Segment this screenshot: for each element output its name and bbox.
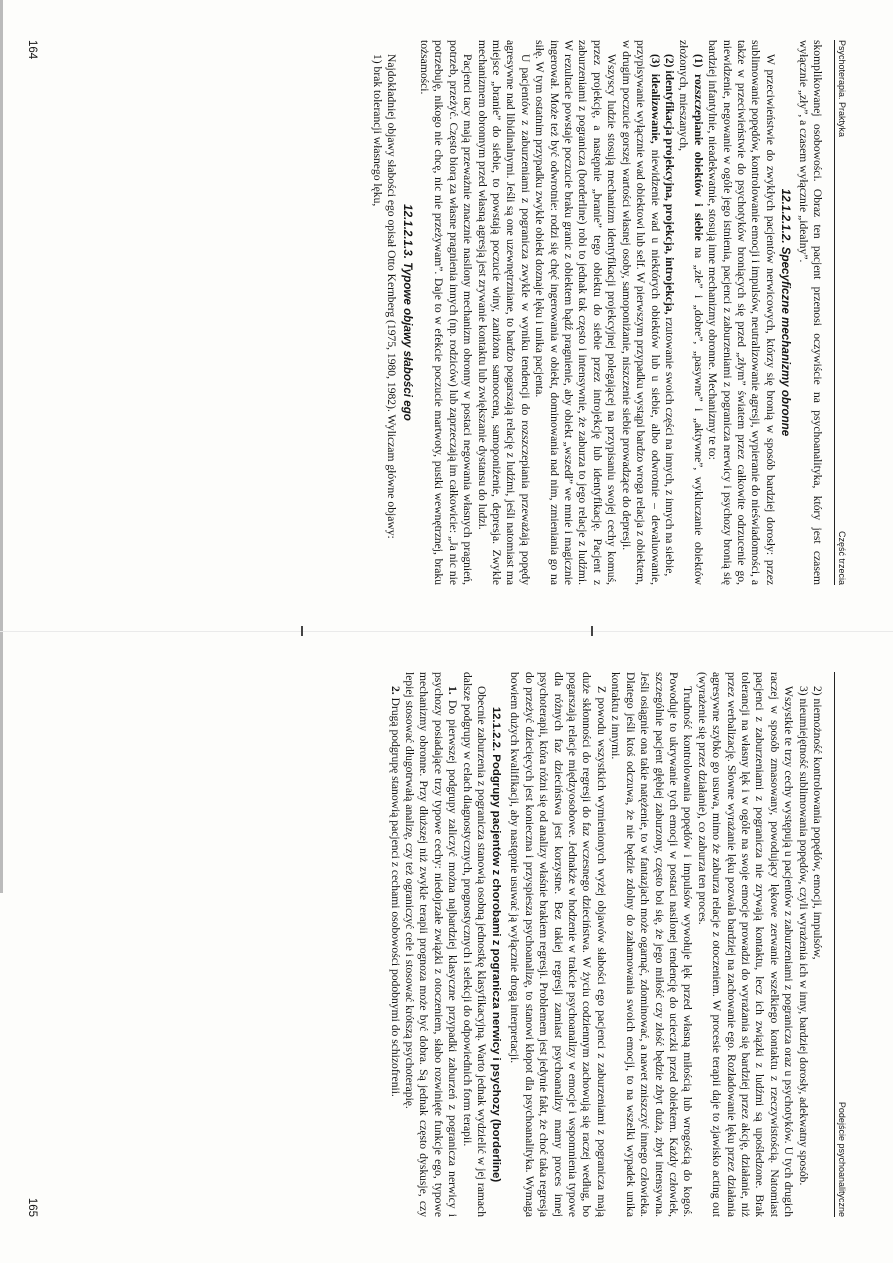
list-item-text: niewidzenie wad u niektórych obiektów lub u siebie, albo odwrotnie – dewaluowanie, przypisywanie wyłącznie wad obiektowi lub self. W pierwszym przypadku wystąpi bardzo wroga relacja z obiektem, w drugim poczucie gorszej wartości własnej osoby, samoponiżanie, niszczenie siebie prowadzące do depresji.: [619, 40, 662, 586]
list-item: [402, 672, 460, 1217]
left-header-part: Część trzecia: [837, 530, 847, 585]
right-running-header: [834, 672, 855, 1217]
left-header-title: Psychoterapia. Praktyka: [837, 40, 847, 138]
right-paragraph: Trudność kontrolowania popędów i impulsów wywołuje lęk przed własną miłością lub wrogością do kogoś. Powoduje to ukrywanie tych emocji w postaci nasilonej tendencję do ucieczki przed obiektem. Każdy człowiek, szczególnie pacjent głębiej zaburzony, często boi się, że jego miłość czy złość będzie zbyt duża, zbyt intensywna. Jeśli osiągnie ona takie natężenie, to w fantazjach może ogarnąć, zdominować, a nawet zniszczyć innego człowieka. Dlatego jeśli ktoś odczuwa, że nie będzie zdolny do zahamowania swoich emocji, to na wszelki wypadek unika kontaktu z innymi.: [609, 672, 695, 1217]
right-paragraph: Wszystkie te trzy cechy występują u pacjentów z zaburzeniami z pogranicza oraz u psychotyków. U tych drugich raczej w sposób zmasowany, powodujący lękowe zerwanie wszelkiego kontaktu z rzeczywistością. Natomiast pacjenci z zaburzeniami z pogranicza nie zrywają kontaktu, lecz ich związki z ludźmi są upośledzone. Brak tolerancji na własny lęk i w ogóle na swoje emocje prowadzi do wyrażania się bardziej przez akcję, działanie, niż przez werbalizację. Słowne wyrażanie lęku pozwala bardziej na zachowanie ego. Rozładowanie lęku przez działania agresywne szybko go usuwa, mimo że zaburza relacje z otoczeniem. W procesie terapii daje to zjawisko acting out (wyrażenie się przez działanie), co zaburza ten proces.: [695, 672, 796, 1217]
list-item: 1) brak tolerancji własnego lęku,: [370, 54, 384, 207]
list-item: 2) niemożność kontrolowania popędów, emocji, impulsów,: [811, 686, 824, 960]
left-paragraph: W przeciwieństwie do zwykłych pacjentów nerwicowych, którzy się bronią w sposób bardziej dorosły: przez sublimowanie popędów, kontrolowanie emocji i impulsów, neutralizowanie agresji, wypieranie do nieświadomości, a także w przeciwieństwie do psychotyków broniących się przed „złym” światem przez całkowite odrzucenie go, niewidzenie, negowanie w ogóle jego istnienia, pacjenci z zaburzeniami z pogranicza nerwicy i psychozy bronią się bardziej infantylnie, nieadekwatnie, stosują inne mechanizmy obronne. Mechanizmy te to:: [706, 40, 777, 585]
list-item: [618, 40, 661, 585]
left-paragraph: Pacjenci tacy mają przeważnie znacznie nasilony mechanizm obronny w postaci negowania własnych pragnień, potrzeb, przeżyć. Często biorą za własne pragnienia innych (np. rodziców) lub zaprzeczają im całkowicie: „Ja nic nie potrzebuję, nikogo nie chcę, nic nie przeżywam”. Daje to w efekcie poczucie martwoty, pustki wewnętrznej, braku tożsamości.: [418, 40, 475, 585]
left-paragraph: U pacjentów z zaburzeniami z pogranicza zwykle w wyniku tendencji do rozszczepiania przeważają popędy agresywne nad libidinalnymi. Jeśli są one uzewnętrzniane, to bardzo pogarszają relację z ludźmi, jeśli natomiast ma miejsce „branie” do siebie, to powstają poczucie winy, zaniżona samoocena, samoponiżenie, depresja. Zwykle mechanizmem obronnym przed własną agresją jest zrywanie kontaktu lub zwiększanie dystansu do ludzi.: [475, 40, 532, 585]
section-heading: 12.1.2.2. Podgrupy pacjentów z chorobami z pogranicza nerwicy i psychozy (borderline): [490, 706, 503, 1183]
left-body-text: [369, 40, 824, 585]
left-page-number: 164: [26, 40, 38, 60]
right-header-title: Podejście psychoanalityczne: [837, 1101, 847, 1217]
list-item: [387, 672, 401, 1217]
list-item-text: Do pierwszej podgrupy zaliczyć można najbardziej klasyczne przypadki zaburzeń z pogranicza nerwicy i psychozy posiadające trzy typowe cechy: niedojrzałe związki z otoczeniem, słabo rozwinięte funkcje ego, typowe mechanizmy obronne. Przy dłuższej niż zwykle terapii prognoza może być dobra. Są jednak często dyskusje, czy lepiej stosować długotrwałą analizę, czy też ograniczyć cele i stosować krótszą psychoterapię.: [403, 672, 460, 1217]
left-paragraph: Najdokładniej objawy słabości ego opisał Otto Kernberg (1975, 1980, 1982). Wyliczam główne objawy:: [385, 54, 399, 539]
left-page: [0, 0, 893, 631]
list-item-lead: (2) identyfikacja projekcyjna, projekcja, introjekcja,: [662, 54, 676, 315]
left-running-header: [834, 40, 855, 585]
right-paragraph: Z powodu wszystkich wymienionych wyżej objawów słabości ego pacjenci z zaburzeniami z pogranicza mają duże skłonności do regresji do faz wczesnego dzieciństwa. W życiu codziennym zachowują się raczej według, bo pogarszają relacje międzyosobowe. Jednakże w hodzenie w trakcie psychoanalizy w emocje i wspomnienia typowe dla różnych faz dzieciństwa jest korzystne. Bez takiej regresji zamiast psychoanalizy mamy proces innej psychoterapii, która różni się od analizy właśnie brakiem regresji. Problemem jest jedynie fakt, że choć taka regresja do przeżyć dziecięcych jest konieczna i przyspiesza psychoanalizę, to stanowi kłopot dla psychoanalityka. Wymaga bowiem dużych kwalifikacji, aby następnie usuwać ją wyłącznie drogą interpretacji.: [508, 672, 608, 1217]
list-item-lead: (3) idealizowanie,: [648, 54, 662, 144]
list-item-lead: 2.: [388, 686, 402, 695]
list-item: 3) nieumiejętność sublimowania popędów, czyli wyrażenia ich w inny, bardziej dorosły, adekwatny sposób.: [796, 686, 810, 1186]
right-page-number: 165: [26, 1197, 38, 1217]
list-item-text: rzutowanie swoich części na innych, z innych na siebie,: [662, 314, 676, 577]
right-paragraph: Obecnie zaburzenia z pogranicza stanowią osobną jednostkę klasyfikacyjną. Warto jednak wydzielić w jej ramach dalsze podgrupy w celach diagnostycznych, prognostycznych i selekcji do odpowiednich form terapii.: [460, 672, 489, 1217]
left-paragraph: Wszyscy ludzie stosują mechanizm identyfikacji projekcyjnej polegającej na przypisaniu swojej cechy komuś, przez projekcję, a następnie „branie” tego obiektu do siebie przez introjekcję lub identyfikację. Pacjent z zaburzeniami z pogranicza (borderline) robi to jednak tak często i intensywnie, że zaburza to jego relacje z ludźmi. W rezultacie powstaje poczucie braku granic z obiektem bądź pragnienie, aby obiekt „wszedł” we mnie i magicznie ingerował. Może też być odwrotnie: rodzi się chęć ingerowania w obiekt, dominowania nad nim, zmieniania go na siłę. W tym ostatnim przypadku zwykle obiekt doznaje lęku i unika pacjenta.: [533, 40, 619, 585]
section-heading: 12.1.2.1.3. Typowe objawy słabości ego: [400, 204, 414, 421]
list-item-lead: (1) rozszczepianie obiektów i siebie: [691, 54, 705, 241]
list-item: [662, 40, 676, 585]
left-paragraph: skomplikowanej osobowości. Obraz ten pacjent przenosi oczywiście na psychoanalityka, który jest czasem wyłącznie „zły”, a czasem wyłącznie „idealny”.: [796, 40, 824, 585]
list-item-text: Drugą podgrupę stanowią pacjenci z cechami osobowości podobnymi do schizofrenii.: [388, 694, 402, 1097]
right-body-text: [387, 672, 824, 1217]
list-item-text: na „złe” i „dobre”, „pasywne” i „aktywne”, wykluczanie obiektów złożonych, mieszanych,: [677, 40, 705, 586]
list-item: [676, 40, 705, 585]
section-heading: 12.1.2.1.2. Specyficzne mechanizmy obronne: [779, 188, 793, 437]
list-item-lead: 1.: [446, 686, 460, 695]
right-page: [0, 632, 893, 1263]
